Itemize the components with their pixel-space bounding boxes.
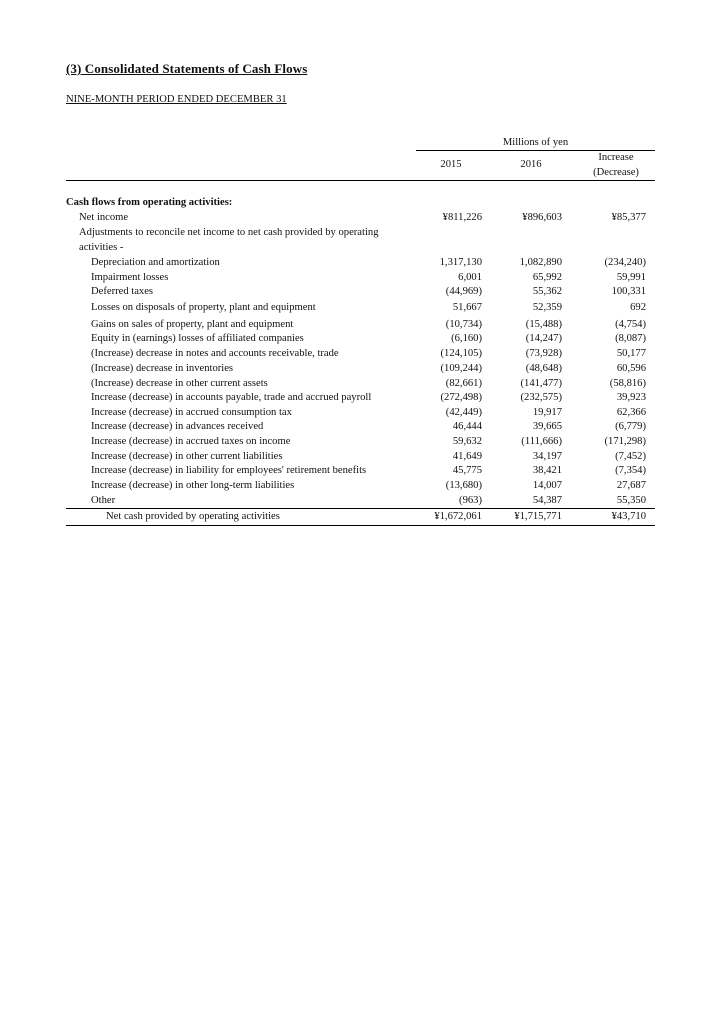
value-2015: (44,969): [445, 286, 482, 297]
header-rule: [66, 180, 655, 181]
value-2015: (42,449): [445, 407, 482, 418]
table-row: [0, 300, 720, 315]
value-2016: (14,247): [525, 333, 562, 344]
unit-label: Millions of yen: [502, 137, 569, 148]
table-row: [0, 317, 720, 332]
value-change: (6,779): [615, 421, 646, 432]
value-change: (8,087): [615, 333, 646, 344]
value-2015: 41,649: [452, 451, 482, 462]
table-row: [0, 478, 720, 493]
value-2016: 65,992: [532, 272, 562, 283]
value-2015: 45,775: [452, 465, 482, 476]
value-change: (58,816): [609, 378, 646, 389]
value-change: ¥85,377: [611, 212, 646, 223]
row-label: Increase (decrease) in other current liabilities: [91, 451, 283, 462]
row-label: (Increase) decrease in notes and accounts receivable, trade: [91, 348, 339, 359]
value-change: (7,354): [615, 465, 646, 476]
value-change: 59,991: [616, 272, 646, 283]
value-change: 100,331: [611, 286, 646, 297]
value-2015: (13,680): [445, 480, 482, 491]
value-2016: 55,362: [532, 286, 562, 297]
value-change: (7,452): [615, 451, 646, 462]
value-2016: 39,665: [532, 421, 562, 432]
column-header-change-line1: Increase: [598, 152, 634, 163]
value-2015: 59,632: [452, 436, 482, 447]
value-2016: (141,477): [520, 378, 562, 389]
row-label: Net income: [79, 212, 129, 223]
value-change: 39,923: [616, 392, 646, 403]
row-label: Increase (decrease) in accounts payable, trade and accrued payroll: [91, 392, 372, 403]
row-label: Increase (decrease) in accrued consumption tax: [91, 407, 292, 418]
value-2016: 52,359: [532, 302, 562, 313]
row-label: Depreciation and amortization: [91, 257, 220, 268]
table-row: [0, 284, 720, 299]
table-row: [0, 346, 720, 361]
value-2015: (272,498): [440, 392, 482, 403]
value-change: (171,298): [604, 436, 646, 447]
value-2015: (82,661): [445, 378, 482, 389]
table-row: [0, 210, 720, 225]
row-label: Losses on disposals of property, plant and equipment: [91, 302, 316, 313]
row-label: Impairment losses: [91, 272, 169, 283]
value-2015: (10,734): [445, 319, 482, 330]
value-2015: ¥811,226: [442, 212, 482, 223]
row-label: Increase (decrease) in liability for employees' retirement benefits: [91, 465, 367, 476]
value-2015: 51,667: [452, 302, 482, 313]
value-2016: (48,648): [525, 363, 562, 374]
value-2015: 46,444: [452, 421, 482, 432]
value-2016: (111,666): [521, 436, 562, 447]
statement-title: (3) Consolidated Statements of Cash Flows: [66, 61, 308, 76]
value-change: (234,240): [604, 257, 646, 268]
value-2016: 1,082,890: [519, 257, 562, 268]
column-header-2015: 2015: [440, 159, 462, 170]
table-row: [0, 361, 720, 376]
value-2015: ¥1,672,061: [434, 511, 482, 522]
table-row: [0, 463, 720, 478]
row-label: (Increase) decrease in inventories: [91, 363, 234, 374]
value-change: 27,687: [616, 480, 646, 491]
value-2015: (124,105): [440, 348, 482, 359]
row-label: Increase (decrease) in advances received: [91, 421, 264, 432]
table-row: [0, 419, 720, 434]
value-change: 50,177: [616, 348, 646, 359]
row-label: Deferred taxes: [91, 286, 154, 297]
row-label: Gains on sales of property, plant and equipment: [91, 319, 294, 330]
value-2015: (6,160): [451, 333, 482, 344]
table-row: [0, 270, 720, 285]
value-change: 60,596: [616, 363, 646, 374]
row-label: Increase (decrease) in other long-term liabilities: [91, 480, 295, 491]
table-row: [0, 390, 720, 405]
value-change: 62,366: [616, 407, 646, 418]
row-label: Equity in (earnings) losses of affiliated companies: [91, 333, 304, 344]
value-2016: 38,421: [532, 465, 562, 476]
value-2016: (15,488): [525, 319, 562, 330]
value-2015: 1,317,130: [439, 257, 482, 268]
value-2015: (109,244): [440, 363, 482, 374]
row-label: Adjustments to reconcile net income to net cash provided by operating: [79, 227, 379, 238]
value-2016: 14,007: [532, 480, 562, 491]
column-header-change-line2: (Decrease): [593, 167, 639, 178]
table-row: [0, 405, 720, 420]
value-2016: (73,928): [525, 348, 562, 359]
row-label: Net cash provided by operating activities: [106, 511, 280, 522]
value-change: 692: [630, 302, 646, 313]
table-row: [0, 331, 720, 346]
value-change: (4,754): [615, 319, 646, 330]
value-2016: 19,917: [532, 407, 562, 418]
table-row: [0, 225, 720, 240]
row-label: activities -: [79, 242, 124, 253]
row-label: Increase (decrease) in accrued taxes on income: [91, 436, 291, 447]
table-row: [0, 449, 720, 464]
value-2016: 34,197: [532, 451, 562, 462]
value-2015: (963): [459, 495, 482, 506]
total-row: [0, 509, 720, 524]
column-header-change: [586, 150, 646, 180]
value-change: 55,350: [616, 495, 646, 506]
value-2016: ¥1,715,771: [514, 511, 562, 522]
row-label: Other: [91, 495, 116, 506]
value-2016: 54,387: [532, 495, 562, 506]
total-rule-top: [66, 508, 655, 509]
value-2016: ¥896,603: [522, 212, 562, 223]
section-heading: Cash flows from operating activities:: [66, 197, 233, 208]
column-header-2016: 2016: [520, 159, 542, 170]
value-change: ¥43,710: [611, 511, 646, 522]
value-2016: (232,575): [520, 392, 562, 403]
table-row: [0, 376, 720, 391]
period-subtitle: NINE-MONTH PERIOD ENDED DECEMBER 31: [66, 94, 287, 105]
value-2015: 6,001: [458, 272, 482, 283]
table-row: [0, 255, 720, 270]
table-row: [0, 493, 720, 508]
table-row: [0, 434, 720, 449]
row-label: (Increase) decrease in other current assets: [91, 378, 268, 389]
total-rule-bottom: [66, 525, 655, 526]
table-row: [0, 240, 720, 255]
